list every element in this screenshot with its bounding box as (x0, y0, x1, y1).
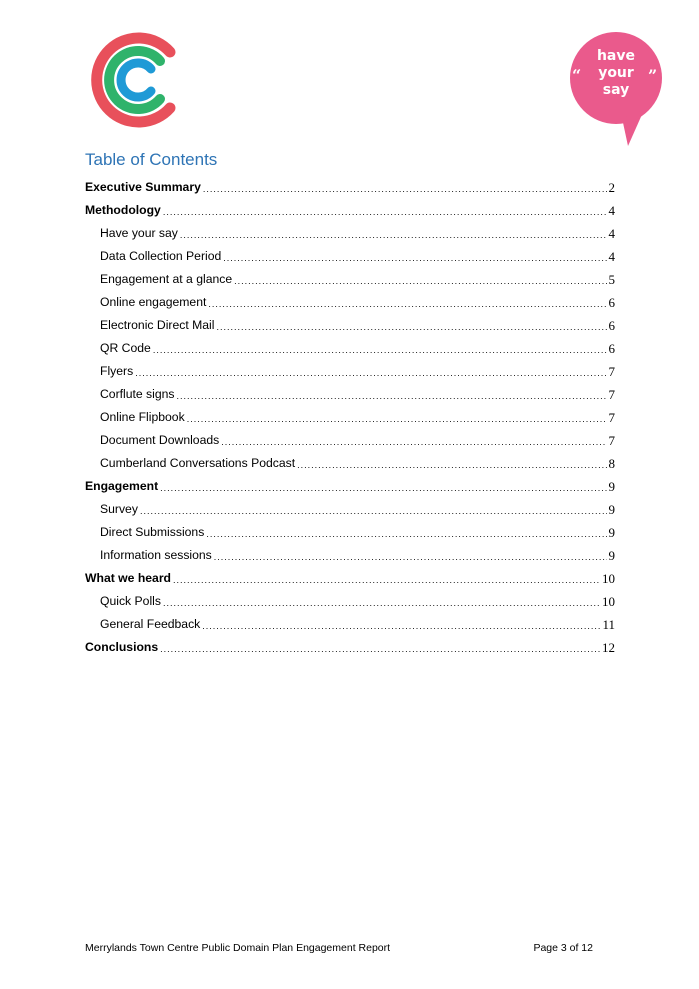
toc-entry-label[interactable]: Methodology (85, 203, 161, 217)
toc-entry-label[interactable]: Flyers (100, 364, 134, 378)
toc-entry-label[interactable]: Electronic Direct Mail (100, 318, 215, 332)
toc-entry[interactable] (85, 287, 615, 310)
toc-entry[interactable] (85, 563, 615, 586)
toc-dot-leader (163, 206, 607, 218)
toc-entry-page[interactable]: 4 (608, 203, 615, 218)
toc-entry[interactable] (85, 195, 615, 218)
toc-entry-page[interactable]: 7 (608, 364, 615, 379)
toc-entry-label[interactable]: Engagement (85, 479, 159, 493)
toc-entry-page[interactable]: 2 (608, 180, 615, 195)
toc-entry-page[interactable]: 9 (608, 502, 615, 517)
toc-entry-page[interactable]: 10 (602, 594, 615, 609)
toc-entry-page[interactable]: 7 (608, 410, 615, 425)
toc-entry-label[interactable]: Data Collection Period (100, 249, 222, 263)
toc-entry-label[interactable]: General Feedback (100, 617, 201, 631)
toc-dot-leader (160, 643, 600, 655)
toc-entry-page[interactable]: 7 (608, 387, 615, 402)
toc-entry[interactable] (85, 218, 615, 241)
toc-entry-page[interactable]: 9 (608, 479, 615, 494)
table-of-contents (85, 172, 615, 655)
toc-entry-page[interactable]: 8 (608, 456, 615, 471)
toc-entry[interactable] (85, 609, 615, 632)
toc-entry-page[interactable]: 6 (608, 318, 615, 333)
toc-entry[interactable] (85, 586, 615, 609)
toc-dot-leader (135, 367, 606, 379)
toc-entry-label[interactable]: Information sessions (100, 548, 212, 562)
toc-entry-page[interactable]: 6 (608, 341, 615, 356)
toc-entry-page[interactable]: 11 (602, 617, 615, 632)
toc-entry-label[interactable]: Have your say (100, 226, 178, 240)
toc-dot-leader (297, 459, 606, 471)
toc-dot-leader (214, 551, 607, 563)
toc-dot-leader (160, 482, 606, 494)
toc-dot-leader (206, 528, 606, 540)
toc-entry-label[interactable]: QR Code (100, 341, 151, 355)
toc-entry-page[interactable]: 4 (608, 226, 615, 241)
toc-entry-label[interactable]: Corflute signs (100, 387, 175, 401)
toc-entry-label[interactable]: Executive Summary (85, 180, 201, 194)
toc-dot-leader (203, 183, 607, 195)
toc-entry-page[interactable]: 9 (608, 525, 615, 540)
toc-entry[interactable] (85, 494, 615, 517)
footer-page-number: Page 3 of 12 (533, 942, 593, 954)
toc-dot-leader (140, 505, 607, 517)
toc-entry-label[interactable]: Quick Polls (100, 594, 161, 608)
toc-entry[interactable] (85, 471, 615, 494)
toc-entry-page[interactable]: 10 (602, 571, 615, 586)
toc-entry-label[interactable]: Document Downloads (100, 433, 220, 447)
logo-word-say: say (602, 82, 630, 98)
toc-dot-leader (202, 620, 600, 632)
toc-entry-page[interactable]: 12 (602, 640, 615, 655)
toc-entry[interactable] (85, 310, 615, 333)
toc-dot-leader (177, 390, 607, 402)
toc-entry-page[interactable]: 5 (608, 272, 615, 287)
toc-entry[interactable] (85, 172, 615, 195)
open-quote-icon: “ (572, 66, 582, 85)
toc-entry-label[interactable]: Conclusions (85, 640, 159, 654)
toc-entry-label[interactable]: Cumberland Conversations Podcast (100, 456, 296, 470)
toc-entry-label[interactable]: Online engagement (100, 295, 207, 309)
logo-word-have: have (596, 48, 636, 64)
toc-dot-leader (153, 344, 607, 356)
toc-entry[interactable] (85, 632, 615, 655)
toc-dot-leader (221, 436, 606, 448)
close-quote-icon: ” (648, 66, 658, 85)
footer-document-title: Merrylands Town Centre Public Domain Plan Engagement Report (85, 942, 391, 954)
toc-entry-label[interactable]: Engagement at a glance (100, 272, 233, 286)
toc-entry[interactable] (85, 402, 615, 425)
toc-entry-label[interactable]: Direct Submissions (100, 525, 205, 539)
toc-dot-leader (187, 413, 607, 425)
toc-dot-leader (163, 597, 600, 609)
toc-entry[interactable] (85, 448, 615, 471)
toc-dot-leader (234, 275, 606, 287)
have-your-say-text (570, 48, 662, 99)
toc-entry[interactable] (85, 540, 615, 563)
toc-dot-leader (223, 252, 606, 264)
have-your-say-logo (566, 30, 666, 148)
toc-title: Table of Contents (85, 150, 218, 169)
toc-dot-leader (208, 298, 606, 310)
toc-entry[interactable] (85, 517, 615, 540)
toc-entry[interactable] (85, 379, 615, 402)
toc-entry-page[interactable]: 9 (608, 548, 615, 563)
toc-entry-page[interactable]: 6 (608, 295, 615, 310)
toc-entry-label[interactable]: Online Flipbook (100, 410, 185, 424)
toc-dot-leader (180, 229, 607, 241)
cumberland-logo-icon (88, 30, 180, 130)
toc-entry[interactable] (85, 241, 615, 264)
logo-word-your: your (598, 65, 634, 81)
toc-entry-page[interactable]: 4 (608, 249, 615, 264)
toc-entry[interactable] (85, 264, 615, 287)
toc-entry-label[interactable]: What we heard (85, 571, 172, 585)
toc-entry[interactable] (85, 425, 615, 448)
toc-entry[interactable] (85, 356, 615, 379)
toc-entry-page[interactable]: 7 (608, 433, 615, 448)
toc-entry[interactable] (85, 333, 615, 356)
toc-entry-label[interactable]: Survey (100, 502, 138, 516)
toc-dot-leader (173, 574, 600, 586)
toc-dot-leader (216, 321, 606, 333)
